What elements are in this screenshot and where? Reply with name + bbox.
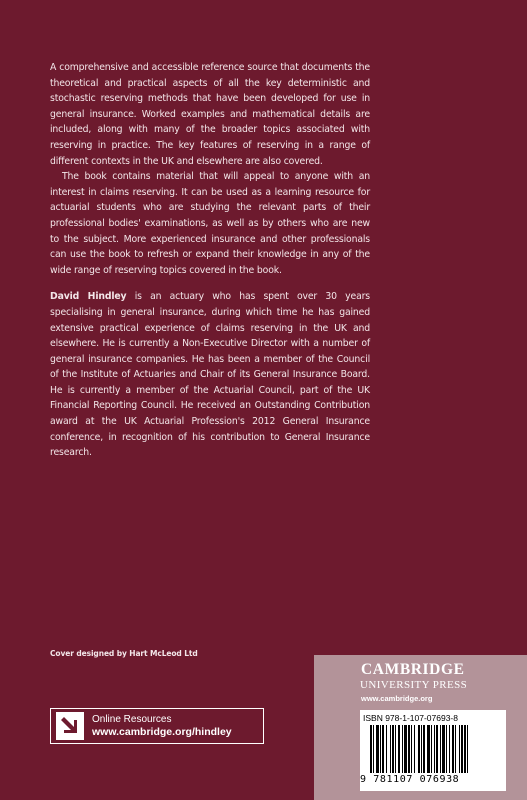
barcode-number: 9 781107 076938 <box>360 774 460 785</box>
barcode-bar <box>436 725 438 773</box>
barcode-bar <box>467 725 468 773</box>
barcode-bar <box>418 725 420 773</box>
barcode-bar <box>370 725 372 773</box>
barcode-bar <box>390 725 391 773</box>
barcode-bar <box>434 725 435 773</box>
barcode-bar <box>459 725 460 773</box>
barcode-bar <box>395 725 396 773</box>
barcode-bar <box>376 725 379 773</box>
author-name: David Hindley <box>50 291 127 303</box>
barcode-bar <box>452 725 454 773</box>
barcode-bar <box>446 725 447 773</box>
publisher-url: www.cambridge.org <box>361 694 433 703</box>
barcode-bar <box>440 725 441 773</box>
publisher-name: CAMBRIDGE <box>361 661 465 678</box>
barcode-bar <box>411 725 412 773</box>
barcode-bar <box>373 725 374 773</box>
barcode-bar <box>404 725 407 773</box>
barcode-bar <box>461 725 463 773</box>
author-bio-text: is an actuary who has spent over 30 years specialising in general insurance, during which time he has gained extensive practical experience of claims reserving in the UK and elsewhere. He is currently a Non-Executive Director with a number of general insurance companies. He has been a member of the Council of the Institute of Actuaries and Chair of its General Insurance Board. He is currently a member of the Actuarial Council, part of the UK Financial Reporting Council. He received an Outstanding Contribution award at the UK Actuarial Profession's 2012 General Insurance conference, in recognition of his contribution to General Insurance research. <box>50 291 370 459</box>
publisher-subtitle: UNIVERSITY PRESS <box>360 679 468 691</box>
barcode-bar <box>421 725 422 773</box>
online-resources-label: Online Resources <box>92 713 172 725</box>
arrow-down-right-icon <box>56 712 84 740</box>
barcode-bar <box>449 725 450 773</box>
publisher-panel <box>314 655 527 800</box>
barcode-bar <box>427 725 430 773</box>
barcode-bars <box>366 725 500 773</box>
online-resources-box[interactable] <box>50 708 264 744</box>
cover-designer-credit: Cover designed by Hart McLeod Ltd <box>50 649 198 658</box>
author-bio <box>50 289 370 461</box>
barcode-bar <box>442 725 445 773</box>
barcode-bar <box>402 725 403 773</box>
barcode-bar <box>464 725 466 773</box>
barcode-bar <box>408 725 410 773</box>
barcode-bar <box>455 725 456 773</box>
barcode-bar <box>414 725 415 773</box>
barcode-bar <box>392 725 394 773</box>
barcode <box>360 710 506 791</box>
book-description <box>50 60 370 461</box>
barcode-bar <box>423 725 425 773</box>
online-resources-url[interactable]: www.cambridge.org/hindley <box>92 725 232 738</box>
isbn-label: ISBN 978-1-107-07693-8 <box>363 713 458 723</box>
barcode-bar <box>382 725 384 773</box>
barcode-bar <box>380 725 381 773</box>
description-paragraph-1: A comprehensive and accessible reference source that documents the theoretical and practical aspects of all the key deterministic and stochastic reserving methods that have been developed for use in general insurance. Worked examples and mathematical details are included, along with many of the broader topics associated with reserving in practice. The key features of reserving in a range of different contexts in the UK and elsewhere are also covered. <box>50 62 370 167</box>
description-paragraph-2: The book contains material that will appeal to anyone with an interest in claims reserving. It can be used as a learning resource for actuarial students who are studying the relevant parts of their professional bodies' examinations, as well as by others who are new to the subject. More experienced insurance and other professionals can use the book to refresh or expand their knowledge in any of the wide range of reserving topics covered in the book. <box>50 171 370 276</box>
barcode-bar <box>386 725 387 773</box>
barcode-bar <box>431 725 432 773</box>
barcode-bar <box>398 725 400 773</box>
